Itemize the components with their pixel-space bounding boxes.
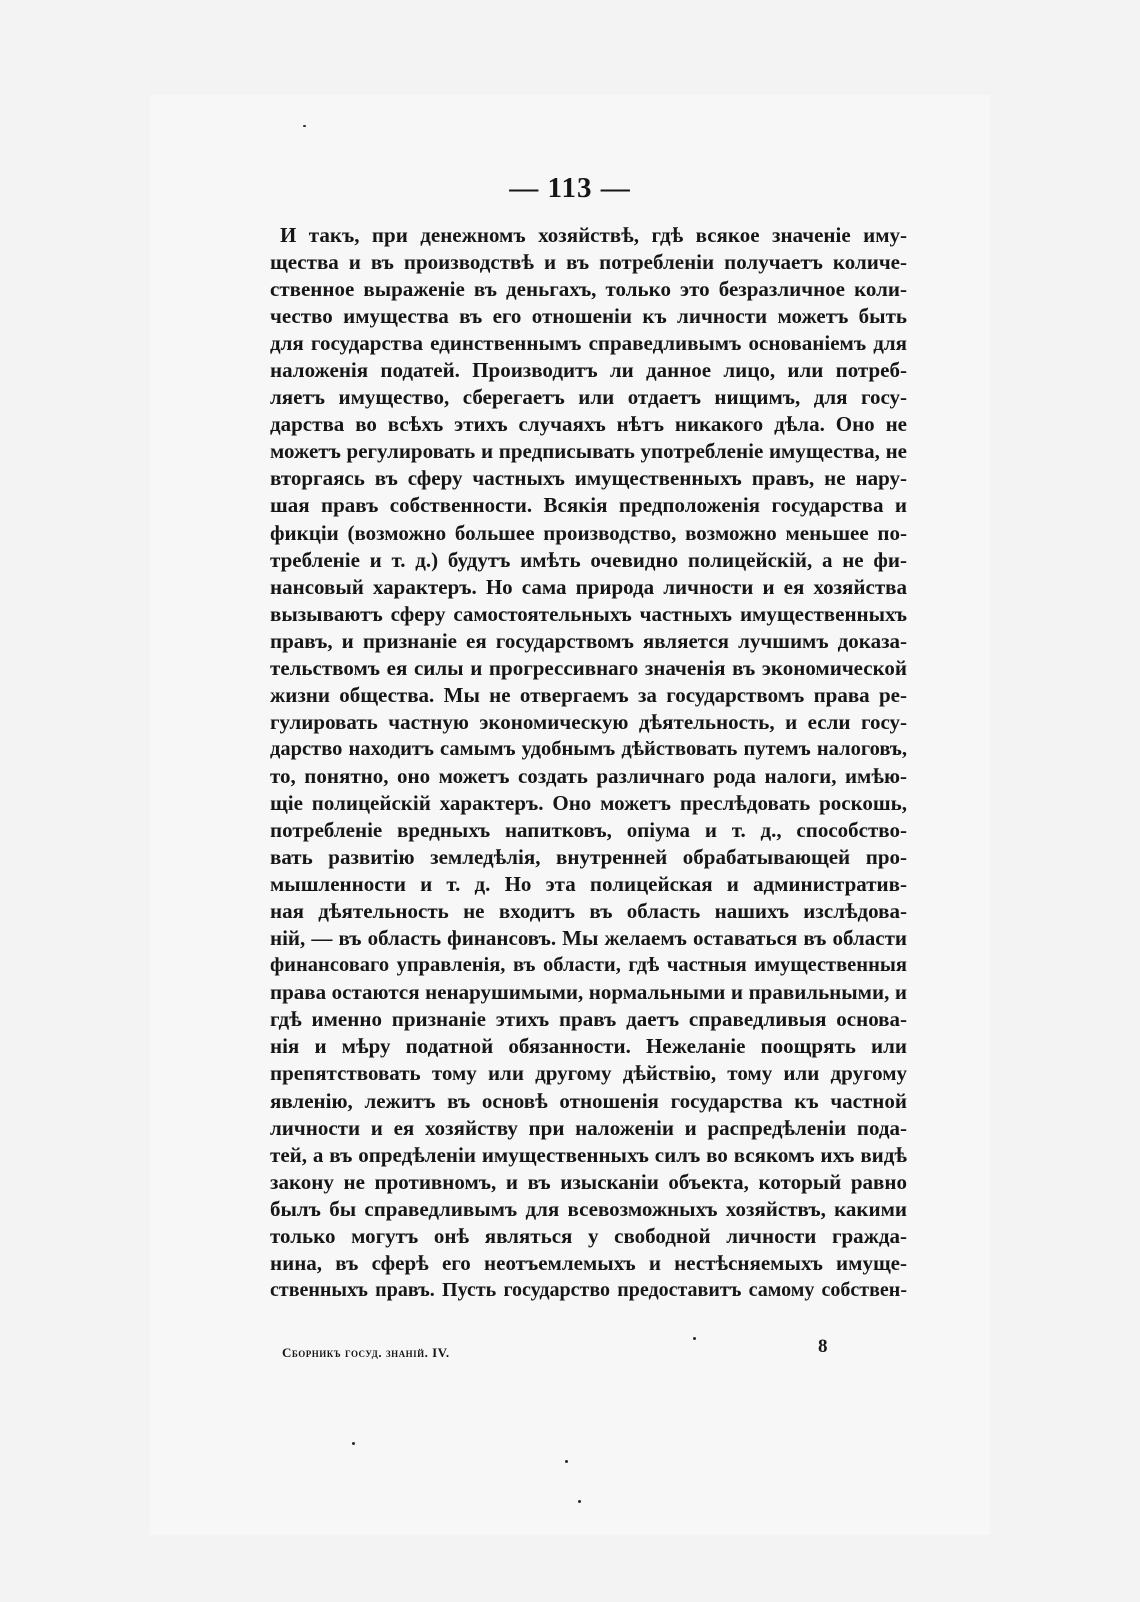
text-line: вать развитію земледѣлія, внутренней обрабатывающей про- bbox=[270, 845, 907, 870]
text-line: ній, — въ область финансовъ. Мы желаемъ оставаться въ области bbox=[270, 926, 907, 951]
text-line: мышленности и т. д. Но эта полицейская и административ- bbox=[270, 872, 907, 897]
text-line: тельствомъ ея силы и прогрессивнаго значенія въ экономической bbox=[270, 655, 907, 680]
text-line: препятствовать тому или другому дѣйствію, тому или другому bbox=[270, 1061, 907, 1086]
text-line: личности и ея хозяйству при наложеніи и распредѣленіи пода- bbox=[270, 1115, 907, 1140]
scan-speck bbox=[578, 1500, 581, 1503]
text-line: вызываютъ сферу самостоятельныхъ частныхъ имущественныхъ bbox=[270, 601, 907, 626]
text-line: тей, а въ опредѣленіи имущественныхъ силъ во всякомъ ихъ видѣ bbox=[270, 1142, 907, 1167]
scan-speck bbox=[352, 1442, 355, 1445]
text-line: вторгаясь въ сферу частныхъ имущественныхъ правъ, не нару- bbox=[270, 466, 907, 491]
text-line: только могутъ онѣ являться у свободной личности гражда- bbox=[270, 1223, 907, 1248]
text-line: жизни общества. Мы не отвергаемъ за государствомъ права ре- bbox=[270, 682, 907, 707]
text-line: щества и въ производствѣ и въ потребленіи получаетъ количе- bbox=[270, 250, 907, 275]
body-text bbox=[270, 222, 907, 1304]
text-line: гдѣ именно признаніе этихъ правъ даетъ справедливыя основа- bbox=[270, 1007, 907, 1032]
text-line: дарства во всѣхъ этихъ случаяхъ нѣтъ никакого дѣла. Оно не bbox=[270, 412, 907, 437]
text-line: ная дѣятельность не входитъ въ область нашихъ изслѣдова- bbox=[270, 899, 907, 924]
text-line: ственное выраженіе въ деньгахъ, только это безразличное коли- bbox=[270, 277, 907, 302]
scan-speck bbox=[565, 1460, 568, 1463]
text-line: нансовый характеръ. Но сама природа личности и ея хозяйства bbox=[270, 574, 907, 599]
printer-signature: Сборникъ госуд. знаній. IV. bbox=[282, 1345, 450, 1360]
text-line: былъ бы справедливымъ для всевозможныхъ хозяйствъ, какими bbox=[270, 1196, 907, 1221]
text-line: нина, въ сферѣ его неотъемлемыхъ и нестѣсняемыхъ имуще- bbox=[270, 1250, 907, 1275]
page-number: — 113 — bbox=[509, 172, 631, 204]
text-line: ственныхъ правъ. Пусть государство предоставитъ самому собствен- bbox=[270, 1278, 907, 1301]
text-line: И такъ, при денежномъ хозяйствѣ, гдѣ всякое значеніе иму- bbox=[280, 223, 907, 247]
text-line: правъ, и признаніе ея государствомъ является лучшимъ доказа- bbox=[270, 628, 907, 653]
text-line: можетъ регулировать и предписывать употребленіе имущества, не bbox=[270, 439, 907, 464]
text-line: дарство находитъ самымъ удобнымъ дѣйствовать путемъ налоговъ, bbox=[270, 737, 907, 760]
text-line: фикціи (возможно большее производство, возможно меньшее по- bbox=[270, 520, 907, 545]
sheet-number: 8 bbox=[818, 1336, 828, 1357]
text-line: для государства единственнымъ справедливымъ основаніемъ для bbox=[270, 331, 907, 356]
text-line: то, понятно, оно можетъ создать различнаго рода налоги, имѣю- bbox=[270, 763, 907, 788]
text-line: щіе полицейскій характеръ. Оно можетъ преслѣдовать роскошь, bbox=[270, 790, 907, 815]
text-line: явленію, лежитъ въ основѣ отношенія государства къ частной bbox=[270, 1088, 907, 1113]
text-line: наложенія податей. Производитъ ли данное лицо, или потреб- bbox=[270, 358, 907, 383]
text-line: закону не противномъ, и въ изысканіи объекта, который равно bbox=[270, 1169, 907, 1194]
text-line: чество имущества въ его отношеніи къ личности можетъ быть bbox=[270, 304, 907, 329]
text-line: требленіе и т. д.) будутъ имѣть очевидно полицейскій, а не фи- bbox=[270, 547, 907, 572]
text-line: гулировать частную экономическую дѣятельность, и если госу- bbox=[270, 709, 907, 734]
text-line: права остаются ненарушимыми, нормальными и правильными, и bbox=[270, 980, 907, 1005]
text-line: нія и мѣру податной обязанности. Нежеланіе поощрять или bbox=[270, 1034, 907, 1059]
text-line: шая правъ собственности. Всякія предположенія государства и bbox=[270, 493, 907, 518]
scan-speck bbox=[693, 1337, 696, 1340]
scan-speck bbox=[303, 125, 306, 127]
text-line: ляетъ имущество, сберегаетъ или отдаетъ нищимъ, для госу- bbox=[270, 385, 907, 410]
text-line: финансоваго управленія, въ области, гдѣ частныя имущественныя bbox=[270, 954, 907, 977]
text-line: потребленіе вредныхъ напитковъ, опіума и т. д., способство- bbox=[270, 818, 907, 843]
